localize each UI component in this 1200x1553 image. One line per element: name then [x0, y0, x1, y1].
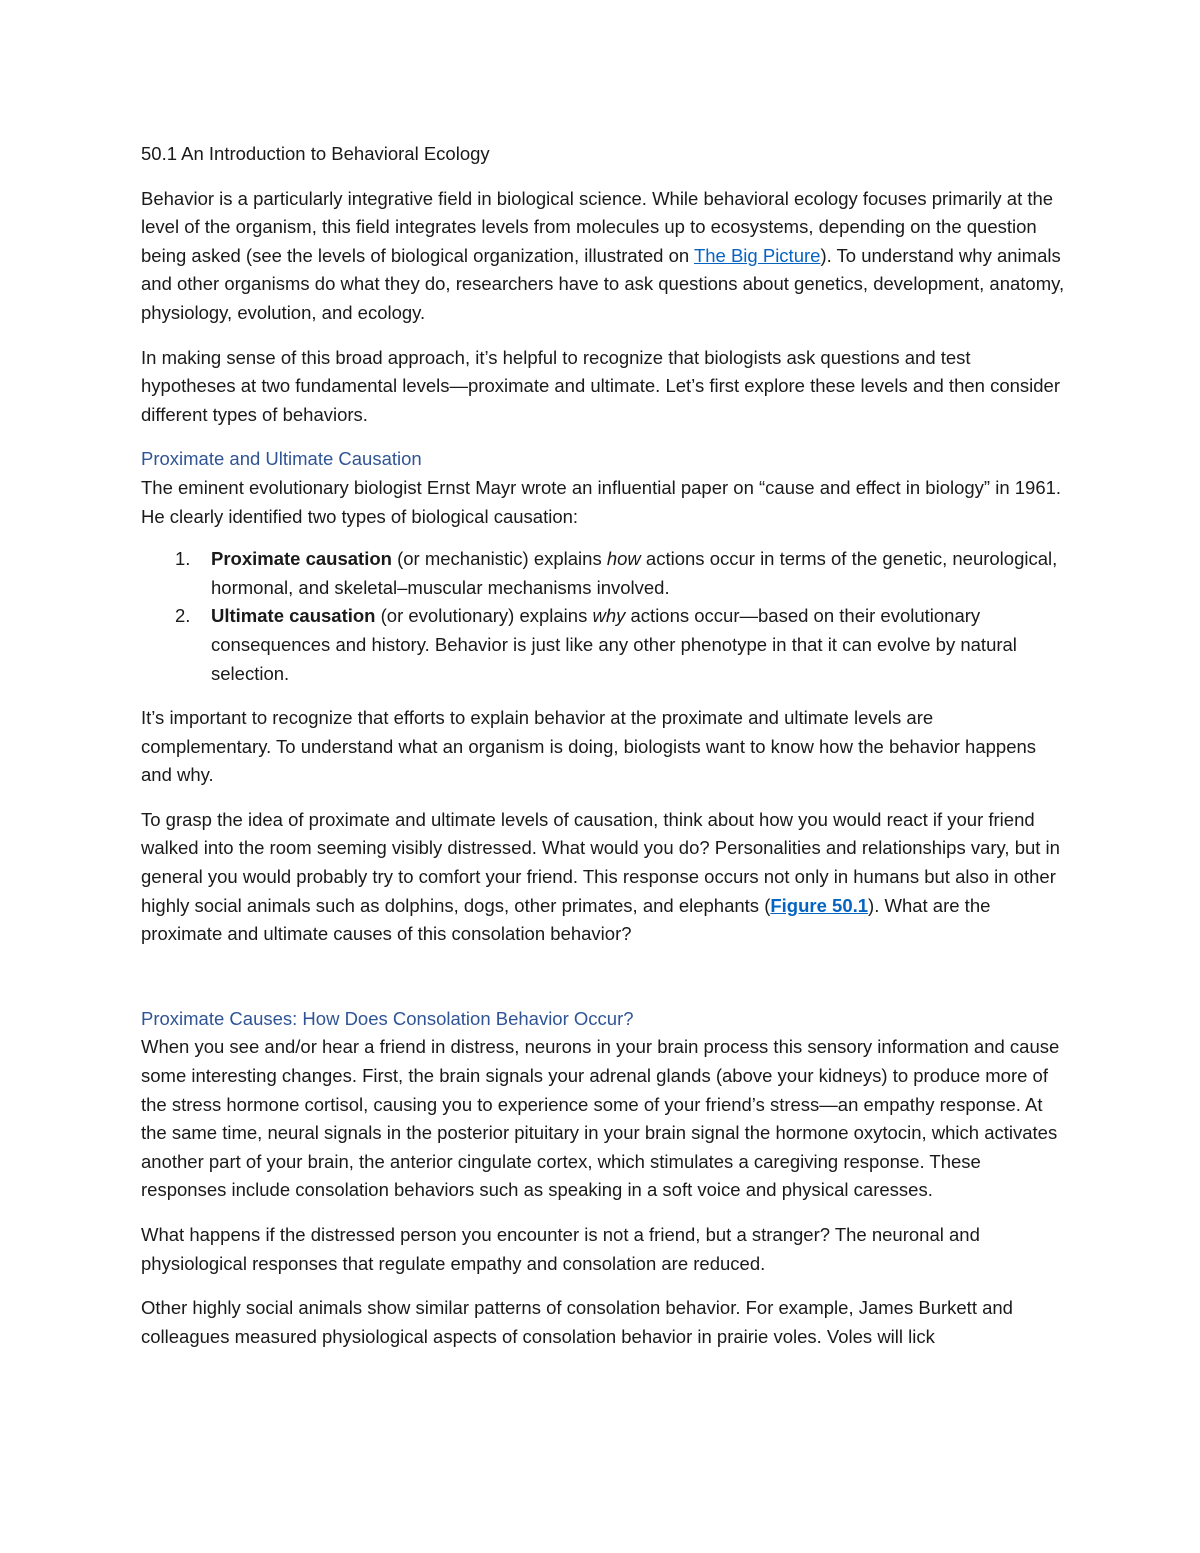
consolation-text-a: To grasp the idea of proximate and ultimate levels of causation, think about how you would react if your friend walked into the room seeming visibly distressed. What would you do? Personalities and relationships vary, but in general you would probably try to comfort your friend. This response occurs not only in humans but also in other highly social animals such as dolphins, dogs, other primates, and elephants ( [141, 808, 1060, 916]
list-number: 1. [175, 548, 191, 570]
intro-text-a: Behavior is a particularly integrative field in biological science. While behavioral ecology focuses primarily at the level of the organism, this field integrates levels from molecules up to ecosystems, depending on the question being asked (see the levels of biological organization, illustrated on [141, 187, 1054, 266]
list-text-post: actions occur in terms of the genetic, neurological, hormonal, and skeletal–muscular mechanisms involved. [211, 548, 1058, 598]
section-heading-proximate-ultimate: Proximate and Ultimate Causation [141, 448, 422, 470]
document-page [141, 140, 1066, 1367]
emphasis-why: why [592, 605, 626, 627]
causation-list [141, 545, 1066, 688]
list-item-ultimate [141, 602, 1066, 688]
blank-line [141, 977, 1066, 1005]
term-proximate-causation: Proximate causation [211, 548, 392, 570]
list-text-pre: (or mechanistic) explains [391, 548, 607, 570]
intro-paragraph-1 [141, 185, 1066, 328]
big-picture-link[interactable]: The Big Picture [693, 244, 821, 266]
page-title: 50.1 An Introduction to Behavioral Ecology [141, 143, 490, 164]
list-text-post: actions occur—based on their evolutionary consequences and history. Behavior is just like any other phenotype in that it can evolve by natural selection. [211, 605, 1017, 684]
intro-text-b: ). To understand why animals and other organisms do what they do, researchers have to ask questions about genetics, development, anatomy, physiology, evolution, and ecology. [141, 244, 1065, 323]
consolation-paragraph [141, 806, 1066, 949]
intro-paragraph-2: In making sense of this broad approach, it’s helpful to recognize that biologists ask questions and test hypotheses at two fundamental levels—proximate and ultimate. Let’s first explore these levels and then consider different types of behaviors. [141, 346, 1061, 425]
emphasis-how: how [606, 548, 641, 570]
list-item-proximate [141, 545, 1066, 602]
complementary-paragraph: It’s important to recognize that efforts to explain behavior at the proximate and ultimate levels are complementary. To understand what an organism is doing, biologists want to know how the behavior happens and why. [141, 707, 1037, 786]
voles-paragraph: Other highly social animals show similar patterns of consolation behavior. For example, James Burkett and colleagues measured physiological aspects of consolation behavior in prairie voles. Voles will lick [141, 1297, 1013, 1347]
blank-line [141, 949, 1066, 977]
figure-50-1-link[interactable]: Figure 50.1 [770, 894, 869, 916]
term-ultimate-causation: Ultimate causation [211, 605, 376, 627]
list-number: 2. [175, 605, 191, 627]
consolation-text-b: ). What are the proximate and ultimate causes of this consolation behavior? [141, 894, 991, 945]
section-heading-proximate-causes: Proximate Causes: How Does Consolation Behavior Occur? [141, 1007, 634, 1029]
list-text-pre: (or evolutionary) explains [375, 605, 593, 627]
mayr-paragraph: The eminent evolutionary biologist Ernst Mayr wrote an influential paper on “cause and effect in biology” in 1961. He clearly identified two types of biological causation: [141, 476, 1062, 527]
stranger-paragraph: What happens if the distressed person you encounter is not a friend, but a stranger? The neuronal and physiological responses that regulate empathy and consolation are reduced. [141, 1224, 980, 1274]
neurons-paragraph: When you see and/or hear a friend in distress, neurons in your brain process this sensory information and cause some interesting changes. First, the brain signals your adrenal glands (above your kidneys) to produce more of the stress hormone cortisol, causing you to experience some of your friend’s stress—an empathy response. At the same time, neural signals in the posterior pituitary in your brain signal the hormone oxytocin, which activates another part of your brain, the anterior cingulate cortex, which stimulates a caregiving response. These responses include consolation behaviors such as speaking in a soft voice and physical caresses. [141, 1036, 1060, 1201]
